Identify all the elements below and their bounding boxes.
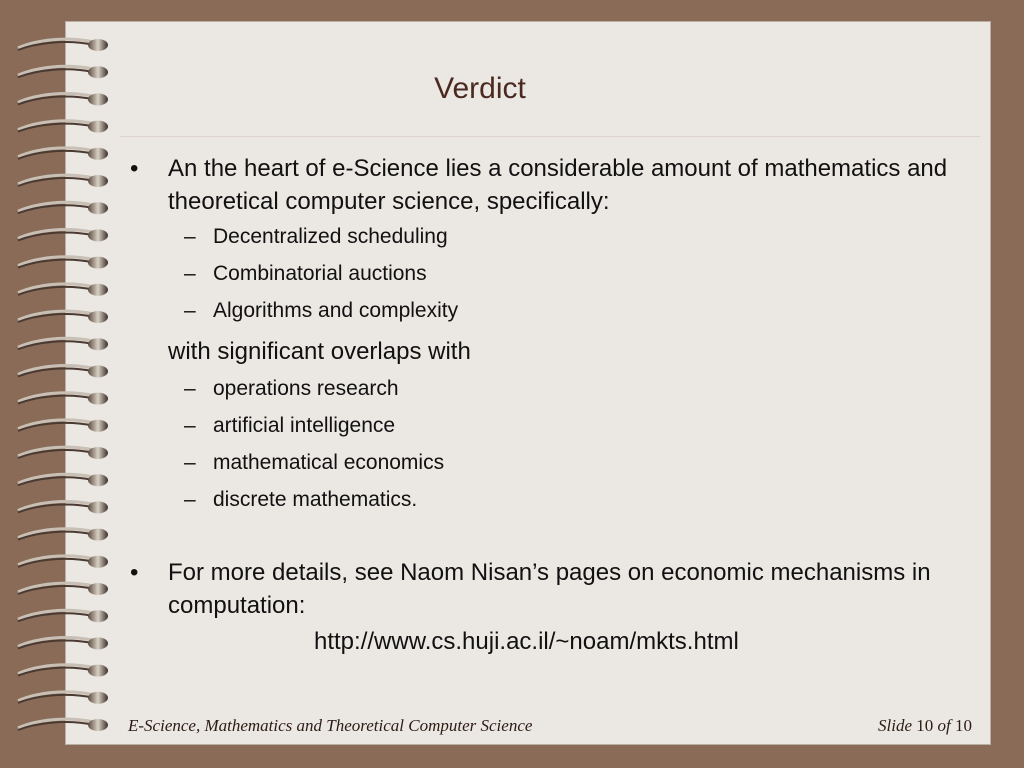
spiral-hole	[88, 447, 108, 459]
spiral-hole	[88, 556, 108, 568]
spiral-hole	[88, 610, 108, 622]
slide-current: 10	[916, 716, 934, 735]
spiral-hole	[88, 257, 108, 269]
spiral-hole	[88, 637, 108, 649]
spiral-binding	[16, 30, 116, 742]
reference-url[interactable]: http://www.cs.huji.ac.il/~noam/mkts.html	[314, 628, 739, 655]
sub-bullet-economics: – mathematical economics	[130, 444, 980, 481]
spiral-rings	[16, 30, 116, 742]
slide-title: Verdict	[434, 72, 526, 105]
overlap-text: with significant overlaps with	[168, 338, 471, 365]
spiral-hole	[88, 393, 108, 405]
spiral-hole	[88, 474, 108, 486]
sub-bullet-algorithms: – Algorithms and complexity	[130, 292, 980, 329]
spiral-hole	[88, 284, 108, 296]
footer-title: E-Science, Mathematics and Theoretical Computer Science	[128, 716, 533, 735]
spiral-hole	[88, 665, 108, 677]
spiral-hole	[88, 148, 108, 160]
title-divider	[120, 136, 980, 137]
spiral-hole	[88, 229, 108, 241]
spiral-hole	[88, 338, 108, 350]
spiral-hole	[88, 93, 108, 105]
spiral-hole	[88, 175, 108, 187]
spacer	[130, 518, 980, 556]
spiral-hole	[88, 365, 108, 377]
bullet-1: • An the heart of e-Science lies a considerable amount of mathematics and theoretical computer science, specifically:	[130, 152, 980, 218]
sub-bullet-operations: – operations research	[130, 370, 980, 407]
spiral-hole	[88, 66, 108, 78]
spiral-hole	[88, 719, 108, 731]
spiral-hole	[88, 501, 108, 513]
sub-bullet-decentralized: – Decentralized scheduling	[130, 218, 980, 255]
spiral-hole	[88, 583, 108, 595]
sub-bullet-combinatorial: – Combinatorial auctions	[130, 255, 980, 292]
of-label: of	[937, 716, 951, 735]
sub-bullet-discrete: – discrete mathematics.	[130, 481, 980, 518]
bullet-2: • For more details, see Naom Nisan’s pages on economic mechanisms in computation:	[130, 556, 980, 622]
spiral-hole	[88, 692, 108, 704]
spiral-hole	[88, 39, 108, 51]
slide-total: 10	[955, 716, 972, 735]
spiral-hole	[88, 202, 108, 214]
spiral-hole	[88, 529, 108, 541]
spiral-hole	[88, 311, 108, 323]
slide-content	[130, 152, 980, 662]
slide-number	[878, 716, 972, 736]
slide-label: Slide	[878, 716, 913, 735]
spiral-hole	[88, 420, 108, 432]
sub-bullet-ai: – artificial intelligence	[130, 407, 980, 444]
spiral-hole	[88, 121, 108, 133]
